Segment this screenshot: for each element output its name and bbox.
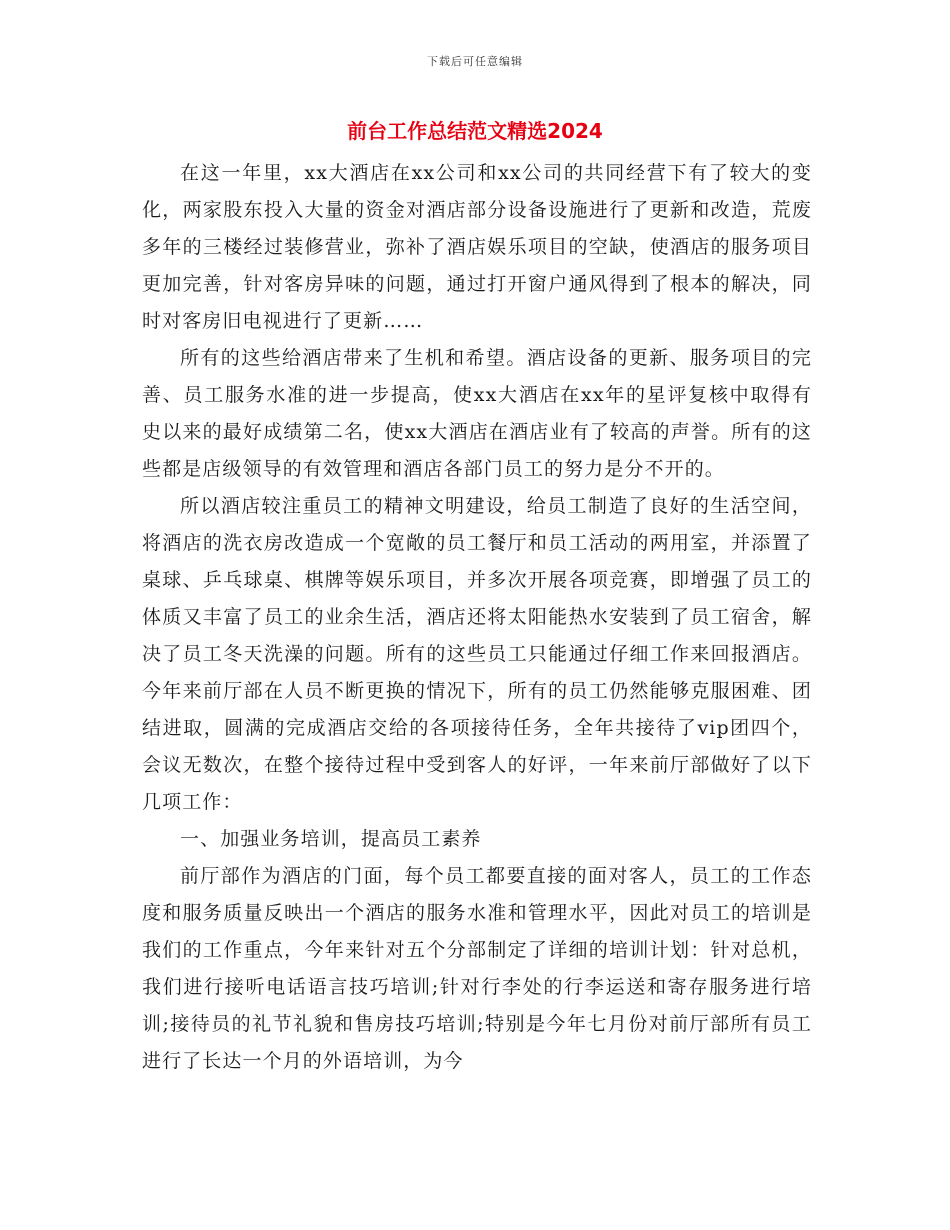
- paragraph-3: 所以酒店较注重员工的精神文明建设，给员工制造了良好的生活空间，将酒店的洗衣房改造成一个宽敞的员工餐厅和员工活动的两用室，并添置了桌球、乒乓球桌、棋牌等娱乐项目，并多次开展各项竞赛，即增强了员工的体质又丰富了员工的业余生活，酒店还将太阳能热水安装到了员工宿舍，解决了员工冬天洗澡的问题。所有的这些员工只能通过仔细工作来回报酒店。今年来前厅部在人员不断更换的情况下，所有的员工仍然能够克服困难、团结进取，圆满的完成酒店交给的各项接待任务，全年共接待了vip团四个，会议无数次，在整个接待过程中受到客人的好评，一年来前厅部做好了以下几项工作：: [142, 495, 812, 813]
- page-header-note: 下载后可任意编辑: [427, 55, 523, 68]
- paragraph-4: 前厅部作为酒店的门面，每个员工都要直接的面对客人，员工的工作态度和服务质量反映出一个酒店的服务水准和管理水平，因此对员工的培训是我们的工作重点，今年来针对五个分部制定了详细的培训计划：针对总机，我们进行接听电话语言技巧培训;针对行李处的行李运送和寄存服务进行培训;接待员的礼节礼貌和售房技巧培训;特别是今年七月份对前厅部所有员工进行了长达一个月的外语培训，为今: [142, 865, 812, 1072]
- document-body: [142, 155, 812, 1080]
- paragraph-2: 所有的这些给酒店带来了生机和希望。酒店设备的更新、服务项目的完善、员工服务水准的进一步提高，使xx大酒店在xx年的星评复核中取得有史以来的最好成绩第二名，使xx大酒店在酒店业有了较高的声誉。所有的这些都是店级领导的有效管理和酒店各部门员工的努力是分不开的。: [142, 347, 812, 480]
- paragraph-1: 在这一年里，xx大酒店在xx公司和xx公司的共同经营下有了较大的变化，两家股东投入大量的资金对酒店部分设备设施进行了更新和改造，荒废多年的三楼经过装修营业，弥补了酒店娱乐项目的空缺，使酒店的服务项目更加完善，针对客房异味的问题，通过打开窗户通风得到了根本的解决，同时对客房旧电视进行了更新……: [142, 162, 812, 332]
- document-title: 前台工作总结范文精选2024: [347, 119, 603, 143]
- section-heading-1: 一、加强业务培训，提高员工素养: [180, 828, 482, 850]
